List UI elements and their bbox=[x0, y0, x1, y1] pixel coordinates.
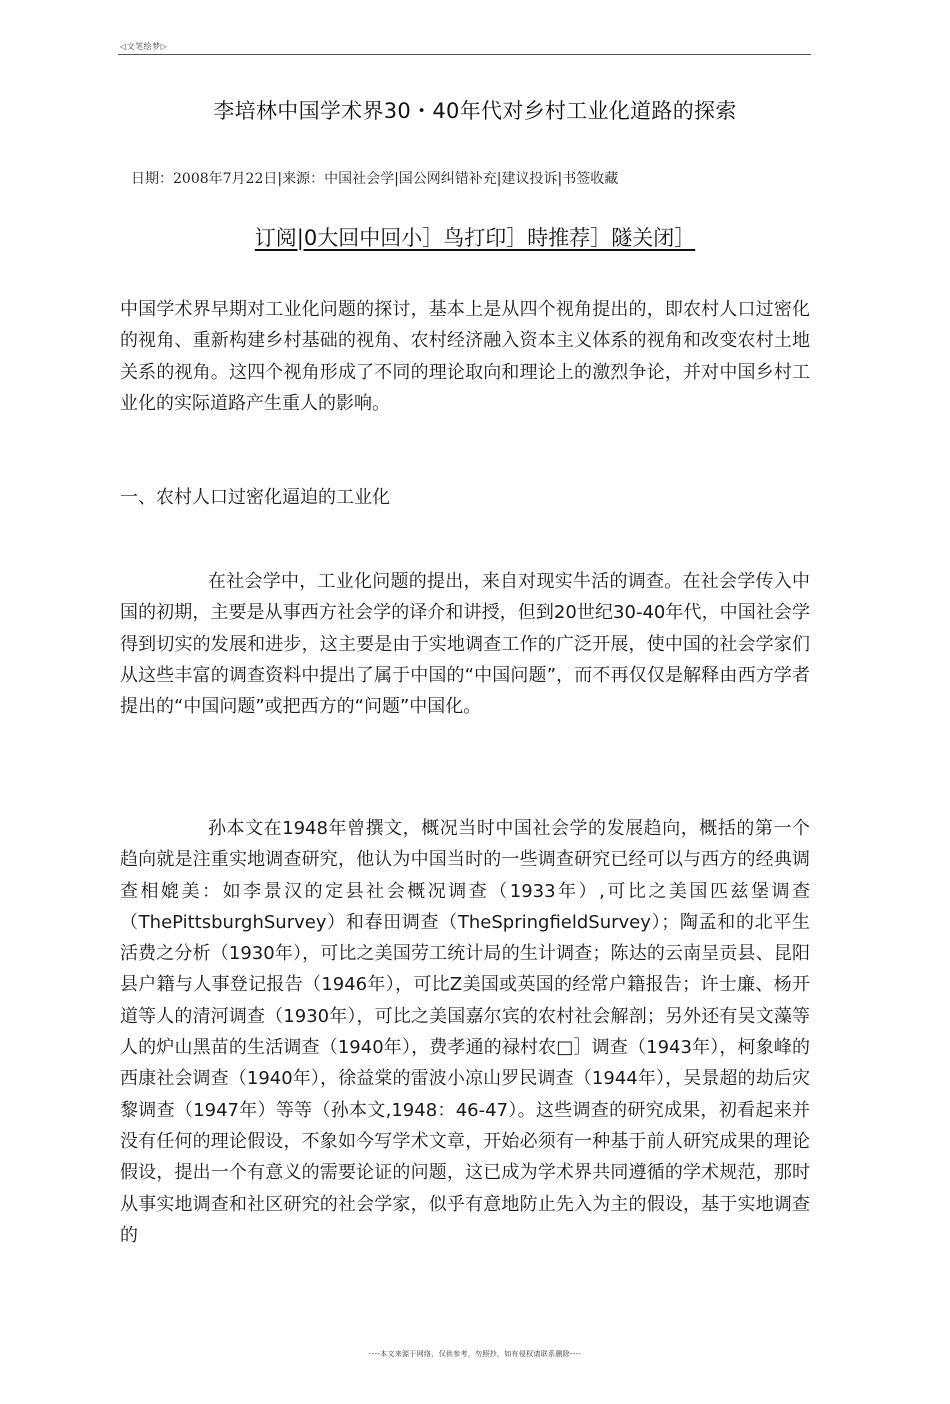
footer-notice: ----本文来源于网络，仅供参考，勿照抄，如有侵权请联系删除---- bbox=[368, 1350, 582, 1358]
article-source: |来源：中国社会学 bbox=[277, 171, 395, 187]
article-date: 日期：2008年7月22日 bbox=[131, 171, 278, 187]
article-links[interactable]: |国公网纠错补充|建议投诉|书签收藏 bbox=[394, 171, 619, 187]
header-divider bbox=[118, 54, 811, 55]
header-watermark: ◁文笔绘梦▷ bbox=[120, 42, 168, 51]
body-paragraph-1: 在社会学中，工业化问题的提出，来自对现实牛活的调查。在社会学传入中国的初期，主要是从事西方社会学的译介和讲授，但到20世纪30-40年代，中国社会学得到切实的发展和进步，这主要是由于实地调查工作的广泛开展，使中国的社会学家们从这些丰富的调查资料中提出了属于中国的“中国问题”，而不再仅仅是解释由西方学者提出的“中国问题”或把西方的“问题”中国化。 bbox=[120, 571, 810, 718]
article-toolbar[interactable] bbox=[0, 222, 950, 252]
toolbar-links[interactable]: 订阅|0大回中回小］鸟打印］時推荐］隧关闭］ bbox=[254, 226, 696, 250]
article-meta bbox=[131, 168, 618, 188]
body-paragraph-2: 孙本文在1948年曾撰文，概况当时中国社会学的发展趋向，概括的第一个趋向就是注重实地调查研究，他认为中国当时的一些调查研究已经可以与西方的经典调查相媲美：如李景汉的定县社会概况调查（1933年）,可比之美国匹兹堡调查（ThePittsburghSurvey）和春田调查（TheSpringfieldSurvey）；陶孟和的北平生活费之分析（1930年），可比之美国劳工统计局的生计调查；陈达的云南呈贡县、昆阳县户籍与人事登记报告（1946年），可比Z美国或英国的经常户籍报告；许士廉、杨开道等人的清河调查（1930年），可比之美国嘉尔宾的农村社会解剖；另外还有吴文藻等人的炉山黑苗的生活调查（1940年），费孝通的禄村农□］调查（1943年），柯象峰的西康社会调查（1940年），徐益棠的雷波小凉山罗民调查（1944年），吴景超的劫后灾黎调查（1947年）等等（孙本文,1948：46-47）。这些调查的研究成果，初看起来并没有任何的理论假设，不象如今写学术文章，开始必须有一种基于前人研究成果的理论假设，提出一个有意义的需要论证的问题，这已成为学术界共同遵循的学术规范，那时从事实地调查和社区研究的社会学家，似乎有意地防止先入为主的假设，基于实地调查的 bbox=[120, 818, 810, 1246]
section-heading: 一、农村人口过密化逼迫的工业化 bbox=[120, 487, 390, 508]
intro-paragraph: 中国学术界早期对工业化问题的探讨，基本上是从四个视角提出的，即农村人口过密化的视角、重新构建乡村基础的视角、农村经济融入资本主义体系的视角和改变农村土地关系的视角。这四个视角形成了不同的理论取向和理论上的激烈争论，并对中国乡村工业化的实际道路产生重人的影响。 bbox=[120, 299, 810, 414]
article-title: 李培林中国学术界30・40年代对乡村工业化道路的探索 bbox=[213, 99, 737, 123]
